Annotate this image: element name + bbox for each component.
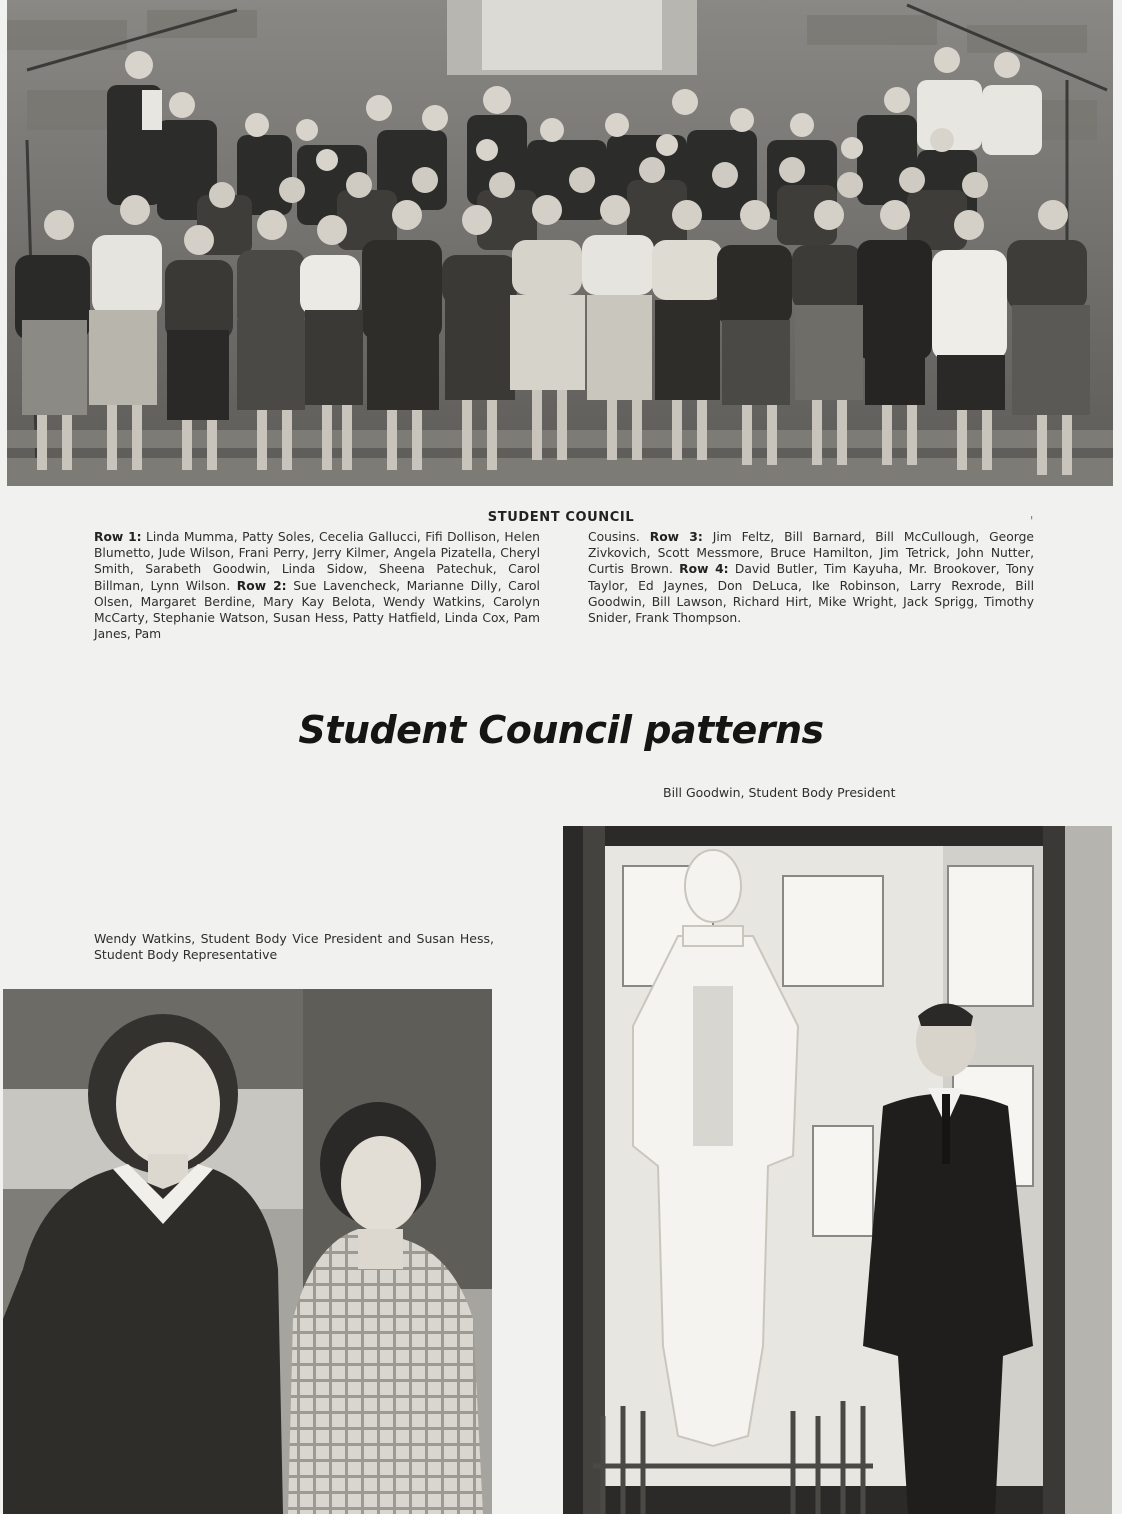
group-caption-title: STUDENT COUNCIL: [487, 510, 635, 525]
row-3-label: Row 3:: [649, 530, 703, 544]
president-caption: Bill Goodwin, Student Body President: [663, 785, 896, 800]
student-council-group-photo: [7, 0, 1113, 486]
row-3-names: Jim Feltz, Bill Barnard, Bill McCullough, George Zivkovich, Scott Messmore, Bruce Hamilton, Jim Tetrick, John Nutter, Curtis Brown.: [588, 530, 1034, 577]
row-1-names: Linda Mumma, Patty Soles, Cecelia Gallucci, Fifi Dollison, Helen Blumetto, Jude Wilson, Frani Perry, Jerry Kilmer, Angela Pizatella, Cheryl Smith, Sarabeth Goodwin, Linda Sidow, Sheena Patechuk, Carol Billman, Lynn Wilson.: [94, 530, 540, 593]
page-mark: ': [1030, 514, 1034, 528]
vice-president-caption: Wendy Watkins, Student Body Vice President and Susan Hess, Student Body Representative: [94, 931, 494, 962]
row-1-label: Row 1:: [94, 530, 142, 544]
page-headline: Student Council patterns: [298, 708, 824, 752]
vice-president-and-representative-photo: [3, 989, 492, 1514]
group-caption-right-column: [588, 529, 1034, 626]
row-4-names: David Butler, Tim Kayuha, Mr. Brookover, Tony Taylor, Ed Jaynes, Don DeLuca, Ike Robinson, Larry Rexrode, Bill Goodwin, Bill Lawson, Richard Hirt, Mike Wright, Jack Sprigg, Timothy Snider, Frank Thompson.: [588, 562, 1034, 626]
row-4-label: Row 4:: [679, 562, 729, 577]
row-2-names: Sue Lavencheck, Marianne Dilly, Carol Olsen, Margaret Berdine, Mary Kay Belota, Wendy Watkins, Carolyn McCarty, Stephanie Watson, Susan Hess, Patty Hatfield, Linda Cox, Pam Janes, Pam: [94, 578, 540, 642]
row-2-label: Row 2:: [236, 578, 287, 593]
row-2-names-continued: Cousins.: [588, 530, 640, 544]
group-caption-left-column: [94, 529, 540, 642]
student-body-president-photo: [563, 826, 1112, 1514]
